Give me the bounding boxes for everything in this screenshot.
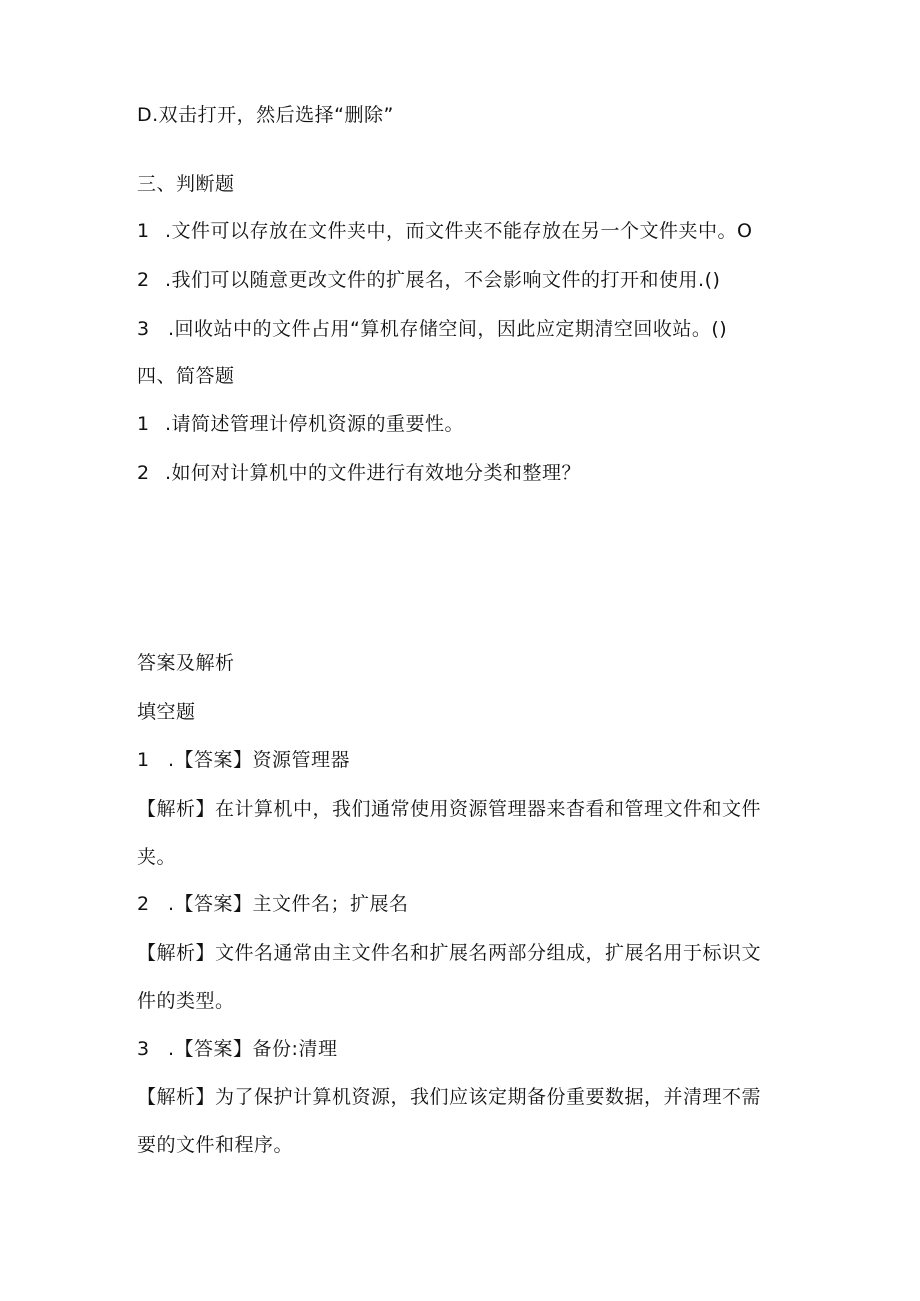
item-text: .如何对计算机中的文件进行有效地分类和整理？ [165, 462, 582, 484]
fill-blank-title: 填空题 [137, 701, 196, 723]
true-false-item-1 [137, 219, 753, 243]
answer-2 [137, 892, 409, 916]
fill-blank-heading [137, 700, 196, 724]
explanation-1-line-2 [137, 845, 176, 869]
explanation-text: 要的文件和程序。 [137, 1134, 294, 1156]
explanation-2-line-1 [137, 941, 761, 965]
item-number: 1 [137, 220, 150, 242]
explanation-text: 【解析】为了保护计算机资源，我们应该定期备份重要数据，并清理不需 [137, 1086, 762, 1108]
item-text: .回收站中的文件占用“算机存储空间，因此应定期清空回收站。() [168, 318, 728, 340]
section-4-heading [137, 364, 235, 388]
answer-3 [137, 1037, 337, 1061]
answers-heading [137, 651, 235, 675]
true-false-item-3 [137, 317, 727, 341]
item-number: 2 [137, 269, 150, 291]
explanation-text: 件的类型。 [137, 990, 235, 1012]
item-text: .请简述管理计停机资源的重要性。 [165, 413, 465, 435]
answers-title: 答案及解析 [137, 652, 235, 674]
explanation-3-line-1 [137, 1085, 761, 1109]
section-3-heading [137, 172, 235, 196]
explanation-text: 【解析】文件名通常由主文件名和扩展名两部分组成，扩展名用于标识文 [137, 942, 762, 964]
option-d-line [137, 103, 394, 127]
explanation-2-line-2 [137, 989, 235, 1013]
item-text: .【答案】资源管理器 [168, 749, 351, 771]
explanation-text: 【解析】在计算机中，我们通常使用资源管理器来杳看和管理文件和文件 [137, 798, 762, 820]
short-answer-item-1 [137, 412, 464, 436]
explanation-text: 夹。 [137, 846, 177, 868]
explanation-3-line-2 [137, 1133, 293, 1157]
item-number: 3 [137, 1038, 150, 1060]
item-number: 2 [137, 893, 150, 915]
item-number: 2 [137, 462, 150, 484]
section-4-title: 四、简答题 [137, 365, 235, 387]
true-false-item-2 [137, 268, 720, 292]
item-text: .【答案】主文件名；扩展名 [168, 893, 409, 915]
short-answer-item-2 [137, 461, 581, 485]
explanation-1-line-1 [137, 797, 761, 821]
option-d-text: D.双击打开，然后选择“删除” [137, 104, 394, 126]
item-number: 3 [137, 318, 150, 340]
section-3-title: 三、判断题 [137, 173, 235, 195]
item-number: 1 [137, 749, 150, 771]
item-number: 1 [137, 413, 150, 435]
answer-1 [137, 748, 350, 772]
item-text: .我们可以随意更改文件的扩展名，不会影响文件的打开和使用.() [165, 269, 721, 291]
item-text: .【答案】备份:清理 [168, 1038, 338, 1060]
item-text: .文件可以存放在文件夹中，而文件夹不能存放在另一个文件夹中。O [165, 220, 753, 242]
